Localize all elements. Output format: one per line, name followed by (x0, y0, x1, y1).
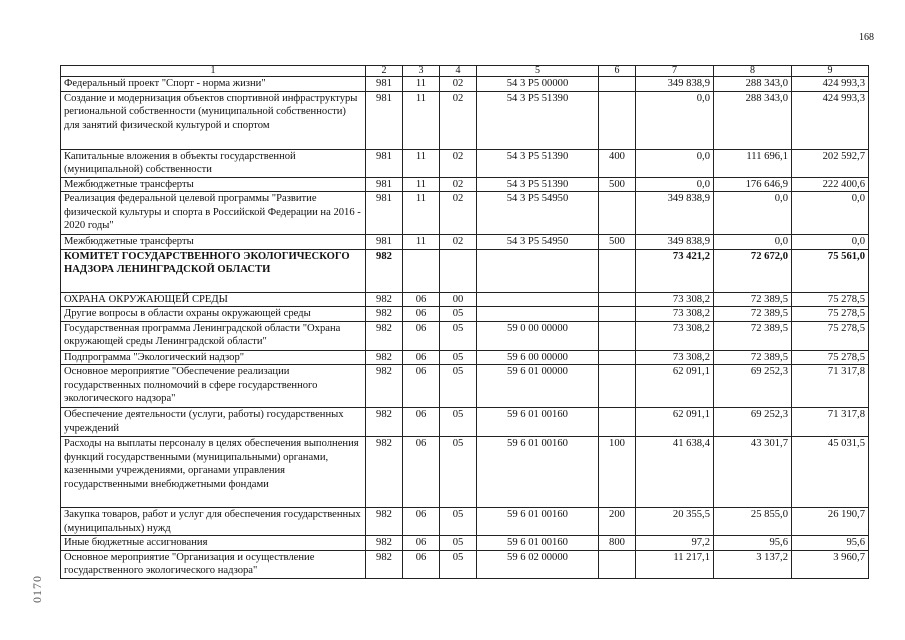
row-name: Расходы на выплаты персоналу в целях обеспечения выполнения функций государственными (муниципальными) органами, казенными учреждениями, органами управления государственными внебюджетными фондами (61, 437, 366, 508)
grbs-code: 981 (366, 149, 403, 177)
amount-year-1: 349 838,9 (636, 192, 714, 235)
amount-year-3: 71 317,8 (792, 408, 869, 437)
row-name: Подпрограмма "Экологический надзор" (61, 350, 366, 365)
subsection-code: 02 (440, 149, 477, 177)
row-name: Основное мероприятие "Обеспечение реализации государственных полномочий в сфере государственного экологического надзора" (61, 365, 366, 408)
column-number: 9 (792, 66, 869, 77)
expense-type-code: 800 (599, 536, 636, 551)
grbs-code: 982 (366, 321, 403, 350)
subsection-code: 02 (440, 192, 477, 235)
amount-year-1: 62 091,1 (636, 365, 714, 408)
amount-year-3: 75 278,5 (792, 350, 869, 365)
target-article-code: 54 3 P5 54950 (477, 235, 599, 250)
expense-type-code (599, 408, 636, 437)
amount-year-3: 424 993,3 (792, 91, 869, 149)
amount-year-2: 0,0 (714, 235, 792, 250)
expense-type-code (599, 249, 636, 292)
subsection-code: 02 (440, 77, 477, 92)
amount-year-2: 72 389,5 (714, 307, 792, 322)
table-row (61, 536, 869, 551)
target-article-code: 59 6 01 00160 (477, 536, 599, 551)
grbs-code: 982 (366, 307, 403, 322)
expense-type-code: 200 (599, 508, 636, 536)
target-article-code: 59 6 00 00000 (477, 350, 599, 365)
expense-type-code (599, 91, 636, 149)
amount-year-2: 72 672,0 (714, 249, 792, 292)
column-number: 7 (636, 66, 714, 77)
amount-year-1: 73 308,2 (636, 321, 714, 350)
table-row (61, 91, 869, 149)
section-code: 06 (403, 307, 440, 322)
table-row (61, 149, 869, 177)
grbs-code: 982 (366, 437, 403, 508)
row-name: Федеральный проект "Спорт - норма жизни" (61, 77, 366, 92)
expense-type-code (599, 77, 636, 92)
amount-year-3: 424 993,3 (792, 77, 869, 92)
amount-year-1: 62 091,1 (636, 408, 714, 437)
target-article-code: 54 3 P5 51390 (477, 91, 599, 149)
grbs-code: 982 (366, 350, 403, 365)
table-row (61, 235, 869, 250)
amount-year-2: 288 343,0 (714, 77, 792, 92)
subsection-code: 05 (440, 550, 477, 578)
section-code: 06 (403, 365, 440, 408)
amount-year-2: 0,0 (714, 192, 792, 235)
section-code: 11 (403, 235, 440, 250)
subsection-code: 05 (440, 437, 477, 508)
subsection-code: 05 (440, 408, 477, 437)
subsection-code (440, 249, 477, 292)
grbs-code: 981 (366, 192, 403, 235)
amount-year-1: 0,0 (636, 91, 714, 149)
target-article-code: 59 6 01 00160 (477, 508, 599, 536)
row-name: Межбюджетные трансферты (61, 235, 366, 250)
subsection-code: 00 (440, 292, 477, 307)
amount-year-3: 75 561,0 (792, 249, 869, 292)
table-row (61, 550, 869, 578)
table-row (61, 408, 869, 437)
amount-year-1: 97,2 (636, 536, 714, 551)
target-article-code: 59 6 01 00160 (477, 437, 599, 508)
amount-year-2: 69 252,3 (714, 365, 792, 408)
section-code: 06 (403, 437, 440, 508)
grbs-code: 982 (366, 536, 403, 551)
subsection-code: 02 (440, 91, 477, 149)
row-name: Реализация федеральной целевой программы "Развитие физической культуры и спорта в Российской Федерации на 2016 - 2020 годы" (61, 192, 366, 235)
row-name: Основное мероприятие "Организация и осуществление государственного экологического надзора" (61, 550, 366, 578)
section-code: 06 (403, 550, 440, 578)
budget-table (60, 65, 869, 579)
section-code (403, 249, 440, 292)
section-code: 11 (403, 149, 440, 177)
amount-year-2: 69 252,3 (714, 408, 792, 437)
subsection-code: 02 (440, 235, 477, 250)
table-row (61, 365, 869, 408)
table-row (61, 437, 869, 508)
amount-year-1: 0,0 (636, 149, 714, 177)
row-name: Государственная программа Ленинградской области "Охрана окружающей среды Ленинградской области" (61, 321, 366, 350)
target-article-code: 59 0 00 00000 (477, 321, 599, 350)
row-name: Капитальные вложения в объекты государственной (муниципальной) собственности (61, 149, 366, 177)
table-row (61, 307, 869, 322)
grbs-code: 982 (366, 292, 403, 307)
grbs-code: 981 (366, 235, 403, 250)
grbs-code: 981 (366, 77, 403, 92)
section-code: 06 (403, 536, 440, 551)
expense-type-code: 400 (599, 149, 636, 177)
target-article-code: 54 3 P5 51390 (477, 149, 599, 177)
amount-year-1: 0,0 (636, 177, 714, 192)
amount-year-3: 75 278,5 (792, 292, 869, 307)
amount-year-1: 73 308,2 (636, 307, 714, 322)
amount-year-2: 43 301,7 (714, 437, 792, 508)
section-code: 11 (403, 177, 440, 192)
amount-year-1: 73 308,2 (636, 292, 714, 307)
section-code: 06 (403, 508, 440, 536)
subsection-code: 05 (440, 307, 477, 322)
subsection-code: 05 (440, 536, 477, 551)
row-name: Иные бюджетные ассигнования (61, 536, 366, 551)
grbs-code: 981 (366, 91, 403, 149)
target-article-code: 54 3 P5 00000 (477, 77, 599, 92)
row-name: Закупка товаров, работ и услуг для обеспечения государственных (муниципальных) нужд (61, 508, 366, 536)
table-row (61, 292, 869, 307)
column-number: 3 (403, 66, 440, 77)
target-article-code: 59 6 02 00000 (477, 550, 599, 578)
grbs-code: 982 (366, 365, 403, 408)
amount-year-3: 3 960,7 (792, 550, 869, 578)
table-row (61, 321, 869, 350)
row-name: Межбюджетные трансферты (61, 177, 366, 192)
grbs-code: 982 (366, 408, 403, 437)
amount-year-1: 73 308,2 (636, 350, 714, 365)
target-article-code: 59 6 01 00160 (477, 408, 599, 437)
amount-year-3: 95,6 (792, 536, 869, 551)
margin-handwritten-mark: 0170 (30, 575, 44, 603)
amount-year-3: 202 592,7 (792, 149, 869, 177)
amount-year-3: 75 278,5 (792, 321, 869, 350)
amount-year-3: 222 400,6 (792, 177, 869, 192)
section-code: 06 (403, 408, 440, 437)
row-name: Другие вопросы в области охраны окружающей среды (61, 307, 366, 322)
amount-year-1: 20 355,5 (636, 508, 714, 536)
amount-year-1: 73 421,2 (636, 249, 714, 292)
section-code: 06 (403, 321, 440, 350)
amount-year-2: 176 646,9 (714, 177, 792, 192)
section-code: 06 (403, 350, 440, 365)
amount-year-1: 11 217,1 (636, 550, 714, 578)
expense-type-code (599, 365, 636, 408)
amount-year-3: 0,0 (792, 192, 869, 235)
amount-year-1: 41 638,4 (636, 437, 714, 508)
amount-year-2: 72 389,5 (714, 321, 792, 350)
expense-type-code: 100 (599, 437, 636, 508)
target-article-code: 59 6 01 00000 (477, 365, 599, 408)
table-row (61, 192, 869, 235)
subsection-code: 05 (440, 321, 477, 350)
column-number: 5 (477, 66, 599, 77)
table-row (61, 508, 869, 536)
amount-year-2: 111 696,1 (714, 149, 792, 177)
expense-type-code: 500 (599, 177, 636, 192)
column-number-row (61, 66, 869, 77)
column-number: 2 (366, 66, 403, 77)
table-row (61, 177, 869, 192)
target-article-code (477, 292, 599, 307)
expense-type-code (599, 321, 636, 350)
amount-year-2: 25 855,0 (714, 508, 792, 536)
grbs-code: 982 (366, 508, 403, 536)
subsection-code: 05 (440, 365, 477, 408)
row-name: Обеспечение деятельности (услуги, работы) государственных учреждений (61, 408, 366, 437)
amount-year-3: 75 278,5 (792, 307, 869, 322)
section-code: 11 (403, 91, 440, 149)
amount-year-2: 72 389,5 (714, 350, 792, 365)
grbs-code: 982 (366, 249, 403, 292)
amount-year-1: 349 838,9 (636, 77, 714, 92)
table-row (61, 249, 869, 292)
amount-year-2: 72 389,5 (714, 292, 792, 307)
column-number: 1 (61, 66, 366, 77)
subsection-code: 05 (440, 350, 477, 365)
expense-type-code (599, 292, 636, 307)
amount-year-3: 26 190,7 (792, 508, 869, 536)
amount-year-3: 45 031,5 (792, 437, 869, 508)
expense-type-code (599, 307, 636, 322)
amount-year-2: 288 343,0 (714, 91, 792, 149)
row-name: КОМИТЕТ ГОСУДАРСТВЕННОГО ЭКОЛОГИЧЕСКОГО НАДЗОРА ЛЕНИНГРАДСКОЙ ОБЛАСТИ (61, 249, 366, 292)
column-number: 6 (599, 66, 636, 77)
column-number: 4 (440, 66, 477, 77)
grbs-code: 981 (366, 177, 403, 192)
amount-year-2: 95,6 (714, 536, 792, 551)
table-row (61, 77, 869, 92)
amount-year-3: 71 317,8 (792, 365, 869, 408)
expense-type-code: 500 (599, 235, 636, 250)
page-number: 168 (859, 32, 874, 43)
section-code: 11 (403, 77, 440, 92)
target-article-code (477, 249, 599, 292)
table-row (61, 350, 869, 365)
subsection-code: 05 (440, 508, 477, 536)
expense-type-code (599, 350, 636, 365)
section-code: 11 (403, 192, 440, 235)
column-number: 8 (714, 66, 792, 77)
amount-year-1: 349 838,9 (636, 235, 714, 250)
row-name: Создание и модернизация объектов спортивной инфраструктуры региональной собственности (муниципальной собственности) для занятий физической культурой и спортом (61, 91, 366, 149)
amount-year-2: 3 137,2 (714, 550, 792, 578)
target-article-code: 54 3 P5 51390 (477, 177, 599, 192)
grbs-code: 982 (366, 550, 403, 578)
expense-type-code (599, 550, 636, 578)
subsection-code: 02 (440, 177, 477, 192)
expense-type-code (599, 192, 636, 235)
amount-year-3: 0,0 (792, 235, 869, 250)
target-article-code (477, 307, 599, 322)
target-article-code: 54 3 P5 54950 (477, 192, 599, 235)
row-name: ОХРАНА ОКРУЖАЮЩЕЙ СРЕДЫ (61, 292, 366, 307)
section-code: 06 (403, 292, 440, 307)
